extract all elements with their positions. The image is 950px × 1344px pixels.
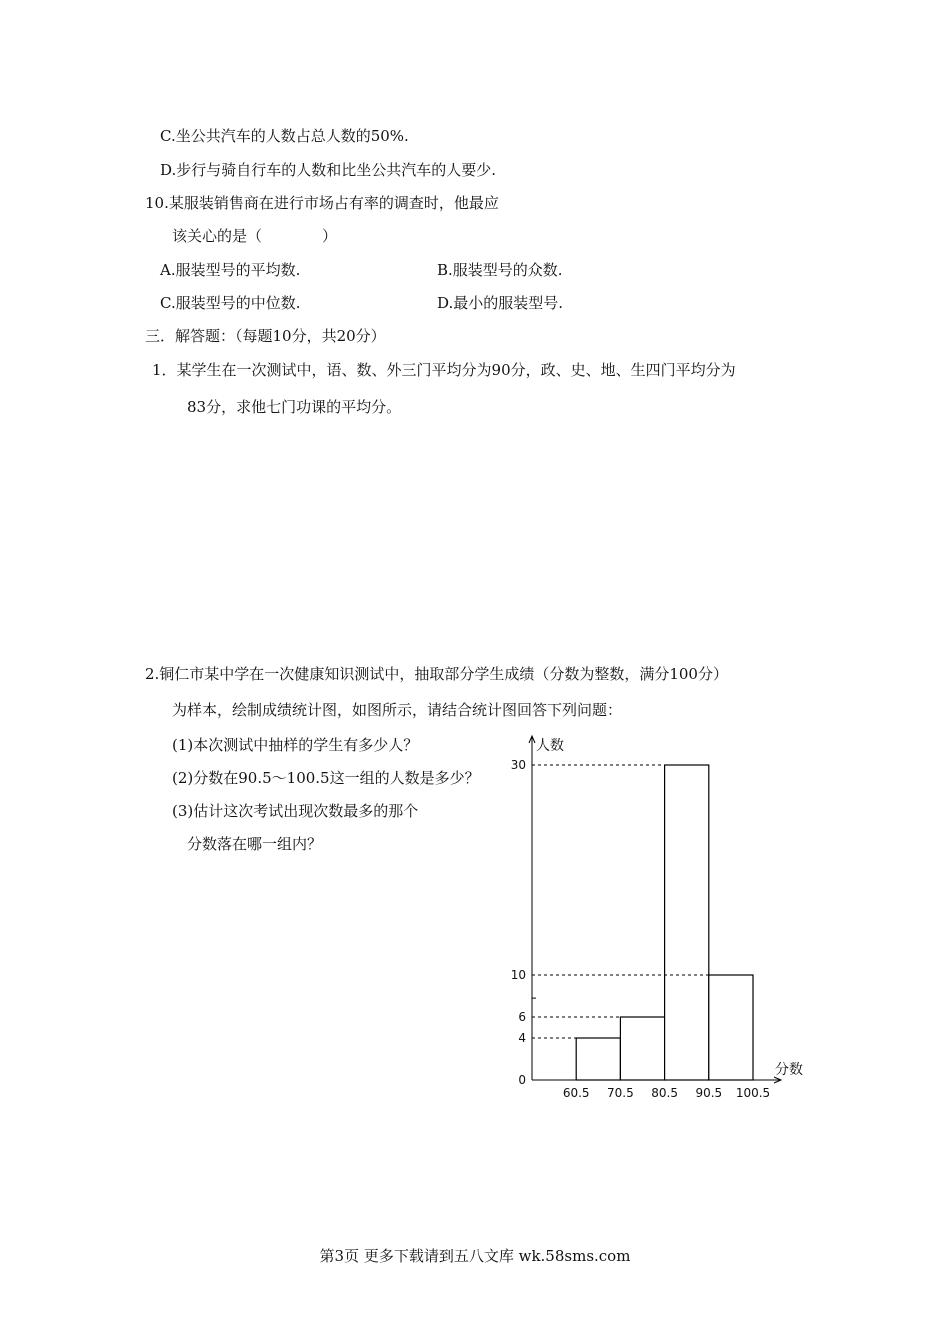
q10-option-b: B.服装型号的众数. <box>437 261 563 279</box>
q1-line1: 1．某学生在一次测试中，语、数、外三门平均分为90分，政、史、地、生四门平均分为 <box>152 361 736 379</box>
y-tick-label: 6 <box>518 1010 526 1024</box>
q10-stem-line1: 10.某服装销售商在进行市场占有率的调查时，他最应 <box>145 194 499 212</box>
q10-stem-line2: 该关心的是（ ） <box>172 227 338 245</box>
q2-sub2: (2)分数在90.5～100.5这一组的人数是多少？ <box>172 769 480 787</box>
histogram-bar-3 <box>665 765 709 1080</box>
x-tick-label: 80.5 <box>651 1086 678 1100</box>
q9-option-d: D.步行与骑自行车的人数和比坐公共汽车的人要少. <box>160 161 497 179</box>
x-tick-label: 70.5 <box>607 1086 634 1100</box>
y-tick-label: 0 <box>518 1073 526 1087</box>
x-tick-label: 100.5 <box>735 1086 771 1100</box>
q10-option-c: C.服装型号的中位数. <box>160 294 301 312</box>
q1-line2: 83分，求他七门功课的平均分。 <box>187 398 402 416</box>
section3-heading: 三．解答题：（每题10分，共20分） <box>145 327 386 345</box>
x-axis-label: 分数 <box>775 1062 803 1078</box>
q2-line1: 2.铜仁市某中学在一次健康知识测试中，抽取部分学生成绩（分数为整数，满分100分） <box>145 665 728 683</box>
y-tick-label: 30 <box>510 758 526 772</box>
y-tick-label: 4 <box>518 1031 526 1045</box>
histogram-bar-4 <box>709 975 753 1080</box>
page-footer: 第3页 更多下载请到五八文库 wk.58sms.com <box>319 1247 631 1265</box>
x-tick-label: 90.5 <box>695 1086 723 1100</box>
score-histogram <box>500 730 840 1110</box>
q2-line2: 为样本，绘制成绩统计图，如图所示，请结合统计图回答下列问题： <box>172 701 623 719</box>
q10-option-a: A.服装型号的平均数. <box>160 261 301 279</box>
q9-option-c: C.坐公共汽车的人数占总人数的50%. <box>160 127 409 145</box>
q10-option-d: D.最小的服装型号. <box>437 294 564 312</box>
y-axis-label: 人数 <box>536 738 564 754</box>
q2-sub1: (1)本次测试中抽样的学生有多少人？ <box>172 736 419 754</box>
x-tick-label: 60.5 <box>562 1086 590 1100</box>
histogram-bar-2 <box>620 1017 664 1080</box>
histogram-bar-1 <box>576 1038 620 1080</box>
q2-sub3a: (3)估计这次考试出现次数最多的那个 <box>172 802 419 820</box>
y-tick-label: 10 <box>510 968 526 982</box>
q2-sub3b: 分数落在哪一组内？ <box>187 835 323 853</box>
